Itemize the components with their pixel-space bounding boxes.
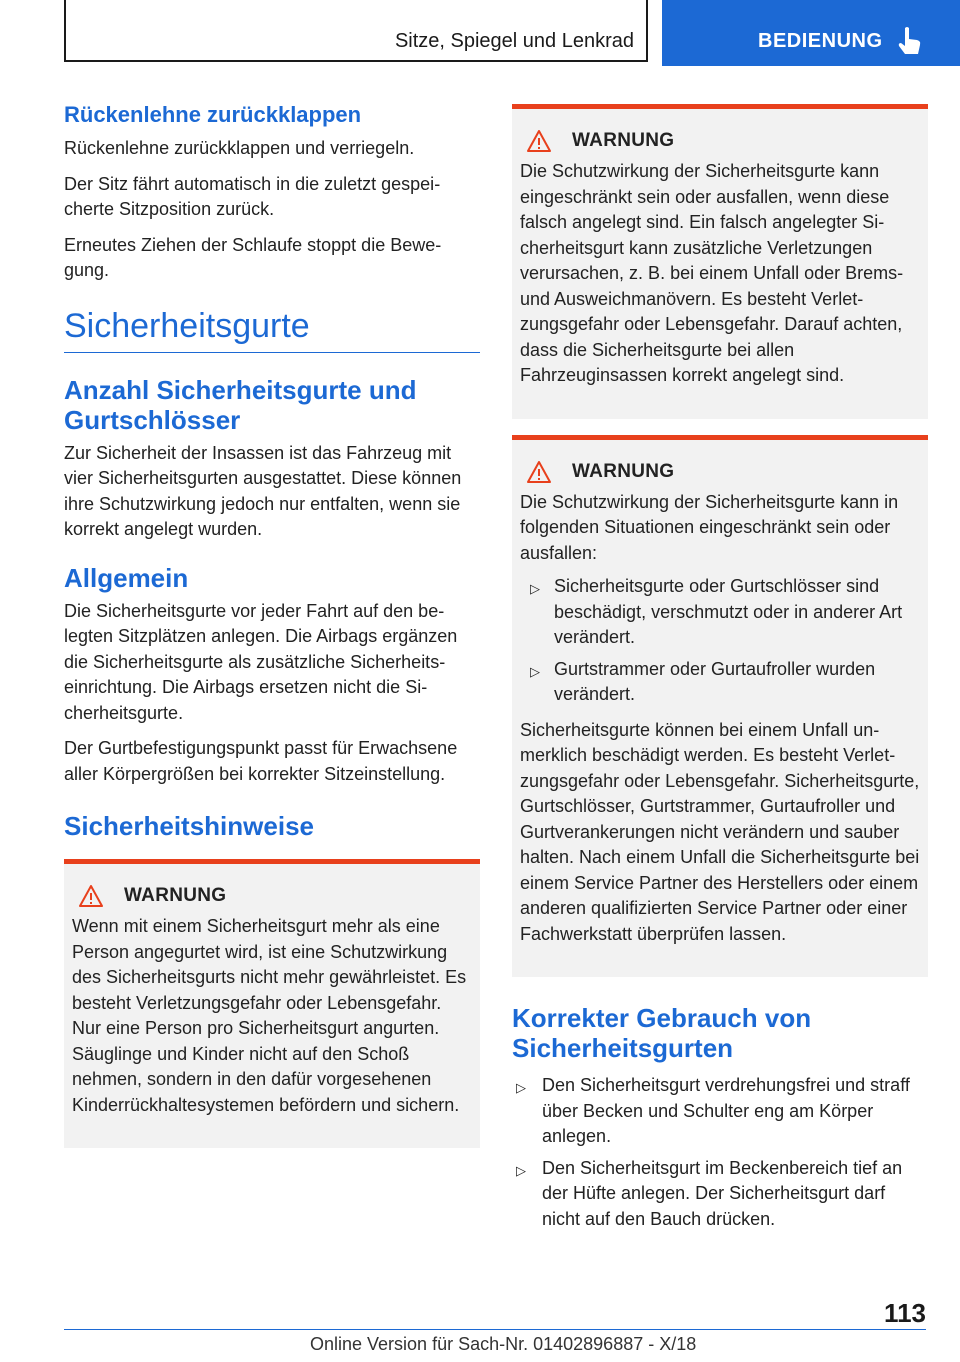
paragraph: Der Gurtbefestigungspunkt passt für Erwachsene aller Körpergrößen bei korrekter Sitzeinstellung.: [64, 738, 458, 784]
list-item-text: Gurtstrammer oder Gurtaufroller wurden verändert.: [554, 658, 876, 704]
list-item: [512, 1073, 928, 1150]
warning-triangle-icon: [526, 460, 552, 484]
list-item: [520, 657, 920, 708]
list-item-text: Den Sicherheitsgurt verdrehungsfrei und straff über Becken und Schulter eng am Körper anlegen.: [542, 1075, 910, 1146]
heading-gebrauch: Korrekter Gebrauch von Sicherheitsgurten: [512, 1003, 812, 1063]
heading-allgemein: Allgemein: [64, 562, 189, 593]
warning-box: [64, 859, 480, 1148]
warning-triangle-icon: [78, 884, 104, 908]
chapter-frame: [64, 0, 648, 62]
bullet-triangle-icon: ▷: [530, 663, 540, 679]
warning-text: Die Schutzwirkung der Sicherheitsgurte kann eingeschränkt sein oder ausfallen, wenn diese falsch angelegt sind. Ein falsch angelegter Sicherheitsgurt kann zusätzliche Verletzungen verursachen, z. B. bei einem Unfall oder Brems- und Ausweichmanövern. Es besteht Verletzungsgefahr oder Lebensgefahr. Darauf achten, dass die Sicherheitsgurte bei allen Fahrzeuginsassen korrekt angelegt sind.: [520, 161, 904, 385]
warning-text: Wenn mit einem Sicherheitsgurt mehr als eine Person angegurtet wird, ist eine Schutzwirkung des Sicherheitsgurts nicht mehr gewährleistet. Es besteht Verletzungsgefahr oder Lebensgefahr. Nur eine Person pro Sicherheitsgurt angurten. Säuglinge und Kinder nicht auf den Schoß nehmen, sondern in den dafür vorgesehenen Kinderrückhaltesystemen befördern und sichern.: [72, 916, 467, 1115]
footer-online-version: Online Version für Sach-Nr. 01402896887 - X/18: [310, 1334, 697, 1354]
bullet-triangle-icon: ▷: [516, 1162, 526, 1178]
list-item-text: Den Sicherheitsgurt im Beckenbereich tief an der Hüfte anlegen. Der Sicherheitsgurt darf nicht auf den Bauch drücken.: [542, 1157, 903, 1229]
list-item-text: Sicherheitsgurte oder Gurtschlösser sind beschädigt, verschmutzt oder in anderer Art verändert.: [554, 576, 903, 647]
list-item: [512, 1156, 928, 1233]
usage-list: [512, 1073, 928, 1232]
warning-text: Sicherheitsgurte können bei einem Unfall unmerklich beschädigt werden. Es besteht Verletzungsgefahr oder Lebensgefahr. Sicherheitsgurte, Gurtschlösser, Gurtstrammer, Gurtaufroller und Gurtverankerungen nicht verändern und sauber halten. Nach einem Unfall die Sicherheitsgurte bei einem Service Partner des Herstellers oder einem anderen qualifizierten Service Partner oder einer Fachwerkstatt überprüfen lassen.: [520, 719, 920, 944]
chapter-heading: Sicherheitsgurte: [64, 304, 480, 353]
heading-anzahl: Anzahl Sicherheitsgurte und Gurtschlösser: [64, 374, 417, 435]
heading-hinweise: Sicherheitshinweise: [64, 811, 314, 841]
right-column: [512, 104, 928, 1242]
paragraph: Erneutes Ziehen der Schlaufe stoppt die Bewegung.: [64, 234, 442, 280]
bullet-triangle-icon: ▷: [530, 581, 540, 596]
heading-rueckenlehne: Rückenlehne zurückklappen: [64, 102, 362, 127]
warning-label: WARNUNG: [572, 130, 675, 151]
warning-label: WARNUNG: [572, 460, 675, 482]
warning-list: [520, 574, 920, 708]
list-item: [520, 574, 920, 651]
paragraph: Der Sitz fährt automatisch in die zuletzt gespeicherte Sitzposition zurück.: [64, 173, 441, 219]
warning-title: [520, 129, 920, 153]
warning-label: WARNUNG: [124, 885, 227, 906]
warning-box: [512, 435, 928, 978]
paragraph: Zur Sicherheit der Insassen ist das Fahrzeug mit vier Sicherheitsgurten ausgestattet. Diese können ihre Schutzwirkung jedoch nur entfalten, wenn sie korrekt angelegt wurden.: [64, 442, 462, 539]
warning-title: [72, 884, 472, 908]
left-column: [64, 100, 480, 1164]
warning-box: [512, 104, 928, 419]
section-tab: [662, 0, 960, 66]
bullet-triangle-icon: ▷: [516, 1080, 526, 1095]
warning-intro: Die Schutzwirkung der Sicherheitsgurte kann in folgenden Situationen eingeschränkt sein oder ausfallen:: [520, 491, 899, 563]
page-header: [0, 0, 960, 66]
section-label: BEDIENUNG: [758, 30, 883, 52]
footer-divider: [64, 1329, 926, 1330]
warning-triangle-icon: [526, 129, 552, 153]
warning-title: [520, 460, 920, 484]
page-number: 113: [884, 1298, 926, 1328]
chapter-title: Sitze, Spiegel und Lenkrad: [394, 30, 634, 52]
paragraph: Die Sicherheitsgurte vor jeder Fahrt auf den belegten Sitzplätzen anlegen. Die Airbags ergänzen die Sicherheitsgurte als zusätzliche Sicherheitseinrichtung. Die Airbags ersetzen nicht die Sicherheitsgurte.: [64, 600, 458, 723]
pointing-hand-icon: [896, 26, 922, 56]
paragraph: Rückenlehne zurückklappen und verriegeln.: [64, 138, 415, 158]
